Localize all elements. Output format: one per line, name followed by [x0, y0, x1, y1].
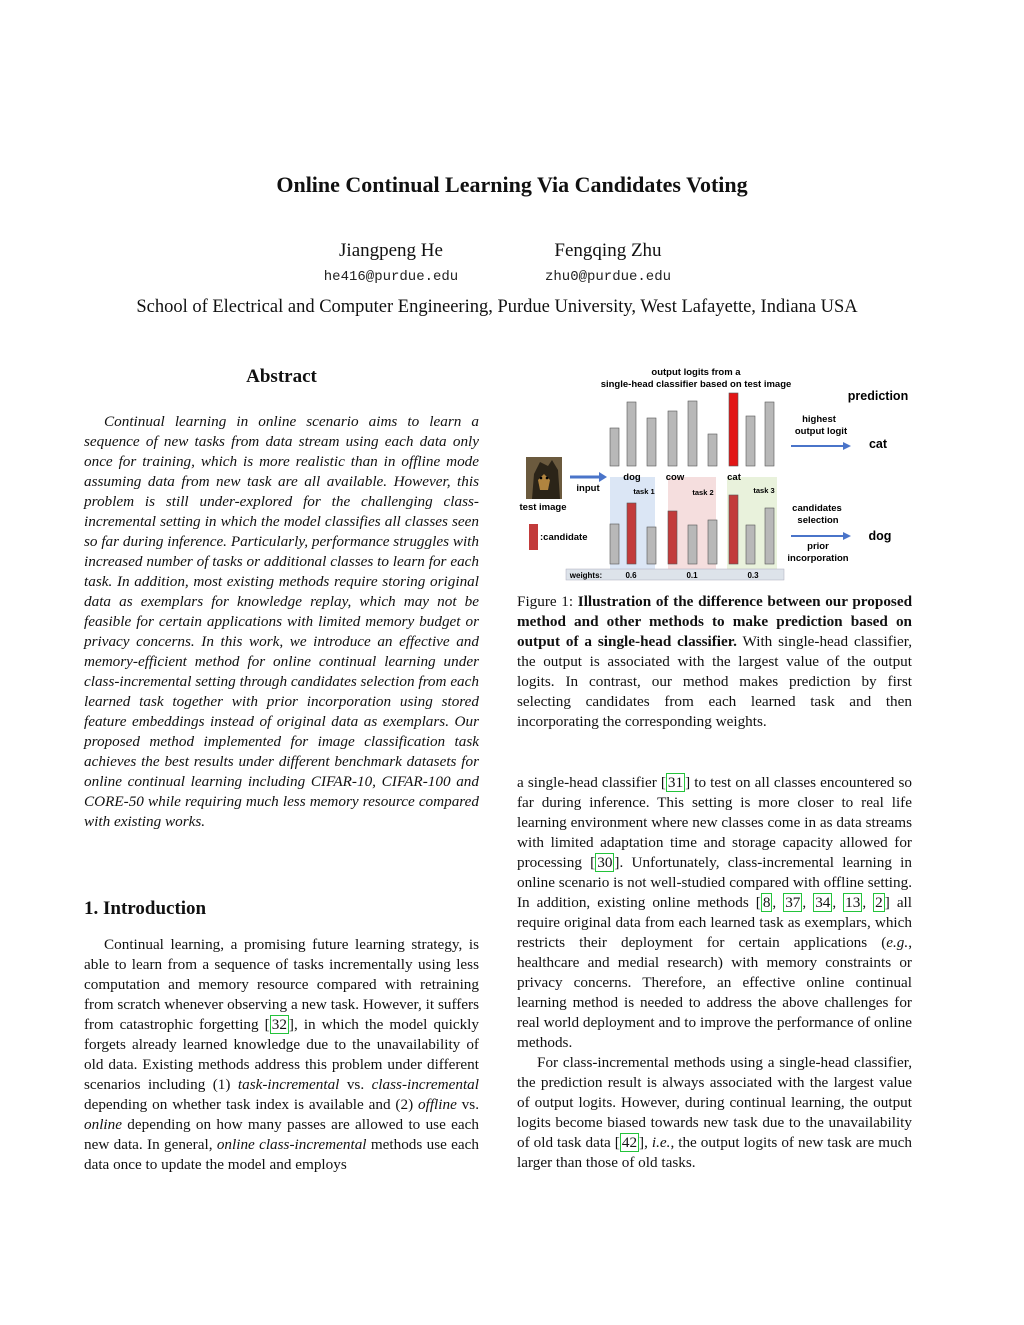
author-email-2: zhu0@purdue.edu: [544, 269, 672, 285]
citation-link[interactable]: 32: [271, 1016, 287, 1033]
logit-bar: [610, 428, 619, 466]
citation-link[interactable]: 13: [845, 894, 861, 911]
prior-label-1: prior: [807, 541, 829, 552]
citation-link[interactable]: 42: [621, 1134, 638, 1151]
candidate-bar: [729, 495, 738, 564]
logit-bar: [746, 416, 755, 466]
prior-label-2: incorporation: [787, 553, 849, 564]
candidates-arrowhead-icon: [843, 532, 851, 540]
weights-label: weights:: [569, 571, 603, 580]
class-label-cat: cat: [727, 472, 741, 483]
paper-title: Online Continual Learning Via Candidates Voting: [276, 172, 748, 197]
highest-logit-bar: [729, 393, 738, 466]
task-1-label: task 1: [633, 487, 655, 496]
abstract-heading: Abstract: [246, 366, 317, 387]
logit-bar: [688, 525, 697, 564]
weight-value-2: 0.1: [686, 571, 698, 580]
logit-bar: [765, 508, 774, 564]
logit-bar: [647, 527, 656, 564]
logit-bar: [668, 411, 677, 466]
test-image: [526, 457, 562, 499]
citation-link[interactable]: 34: [815, 894, 831, 911]
highest-label-1: highest: [802, 414, 836, 425]
candidates-label-2: selection: [797, 515, 839, 526]
author-email-1: he416@purdue.edu: [323, 269, 459, 285]
intro-paragraph: Continual learning, a promising future learning strategy, is able to learn from a sequence of tasks incrementally using less computation and memory resource compared with retraining from scratch whenever observing a new task. However, it suffers from catastrophic forgetting [ 32 ], in which the model quickly forgets already learned knowledge due to the unavailability of old data. Existing methods address this problem under different scenarios including (1) task-incremental vs. class-incremental depending on whether task index is available and (2) offline vs. online depending on how many passes are allowed to use each new data. In general, online class-incremental methods use each data once to update the model and employs: [84, 936, 480, 1173]
author-name-1: Jiangpeng He: [339, 240, 443, 261]
prediction-cat: cat: [868, 437, 888, 451]
logit-bar: [688, 401, 697, 466]
input-arrowhead-icon: [599, 472, 607, 482]
citation-link[interactable]: 37: [785, 894, 801, 911]
logit-bar: [746, 525, 755, 564]
highest-arrowhead-icon: [843, 442, 851, 450]
author-name-2: Fengqing Zhu: [554, 240, 662, 261]
weight-value-3: 0.3: [747, 571, 759, 580]
task-2-label: task 2: [692, 488, 714, 497]
citation-link[interactable]: 30: [597, 854, 613, 871]
right-column-body: [517, 773, 912, 1173]
class-label-cow: cow: [665, 472, 685, 483]
prediction-header: prediction: [847, 389, 909, 403]
citation-link[interactable]: 8: [762, 894, 771, 911]
intro-heading: 1. Introduction: [84, 898, 207, 919]
top-label-line-2: single-head classifier based on test image: [600, 379, 792, 390]
abstract-text: Continual learning in online scenario aims to learn a sequence of new tasks from data stream using each data only once for training, which is more realistic than in offline mode assuming data from new task are all available. However, this problem is still under-explored for the challenging class-incremental setting in which the model classifies all classes seen so far during inference. Particularly, performance struggles with increased number of tasks or additional classes to learn for each task. In addition, most existing methods require storing original data as exemplars for knowledge replay, which may not be feasible for certain applications with limited memory budget or privacy concerns. In this work, we introduce an effective and memory-efficient method for online continual learning under class-incremental setting through candidates selection from each learned task together with prior incorporation using stored feature embeddings instead of original data as exemplars. Our proposed method implemented for image classification task achieves the best results under different benchmark datasets for online continual learning including CIFAR-10, CIFAR-100 and CORE-50 while requiring much less memory resource compared with existing works.: [84, 413, 479, 830]
prediction-dog: dog: [868, 529, 892, 543]
abstract-body: [84, 412, 479, 832]
candidate-bar: [627, 503, 636, 564]
right-paragraph-2: For class-incremental methods using a single-head classifier, the prediction result is always associated with the largest value of output logits. However, during continual learning, the output logits become biased towards new task due to the unavailability of old task data [ 42 ], i.e., the output logits of new task are much larger than those of old tasks.: [517, 1054, 912, 1171]
citation-link[interactable]: 31: [667, 774, 684, 791]
weight-value-1: 0.6: [625, 571, 637, 580]
logit-bar: [765, 402, 774, 466]
class-label-dog: dog: [623, 472, 641, 483]
test-image-label: test image: [519, 502, 567, 513]
logit-bar: [708, 520, 717, 564]
highest-label-2: output logit: [794, 426, 848, 437]
logit-bar: [708, 434, 717, 466]
top-label-line-1: output logits from a: [651, 367, 741, 378]
input-label: input: [576, 483, 600, 494]
candidate-legend-swatch: [529, 524, 538, 550]
candidates-label-1: candidates: [792, 503, 842, 514]
top-logit-bars: [610, 393, 774, 466]
logit-bar: [647, 418, 656, 466]
logit-bar: [610, 524, 619, 564]
citation-link[interactable]: 2: [875, 894, 883, 911]
candidate-legend-label: :candidate: [540, 532, 588, 543]
task-3-label: task 3: [753, 486, 775, 495]
intro-body: [84, 935, 479, 1175]
right-paragraph-1: a single-head classifier [ 31 ] to test on all classes encountered so far during inference. This setting is more closer to real life learning environment where new classes come in as data streams with limited adaptation time and storage capacity allowed for processing [ 30 ]. Unfortunately, class-incremental learning in online scenario is not well-studied compared with offline setting. In addition, existing online methods [ 8 , 37 , 34 , 13 , 2 ] all require original data from each learned task as exemplars, which restricts their deployment for certain applications (e.g., healthcare and medial research) with memory constraints or privacy concerns. Therefore, an effective online continual learning method is needed to address the above challenges for real world deployment and to improve the performance of online methods.: [517, 774, 912, 1051]
figure-1-diagram: [514, 362, 919, 587]
candidate-bar: [668, 511, 677, 564]
affiliation: School of Electrical and Computer Engineering, Purdue University, West Lafayette, Indiana USA: [136, 297, 858, 317]
logit-bar: [627, 402, 636, 466]
figure-caption: Figure 1: Illustration of the difference between our proposed method and other methods to make prediction based on output of a single-head classifier. With single-head classifier, the output is associated with the largest value of the output logits. In contrast, our method makes prediction by first selecting candidates from each learned task and then incorporating the corresponding weights.: [517, 593, 913, 730]
